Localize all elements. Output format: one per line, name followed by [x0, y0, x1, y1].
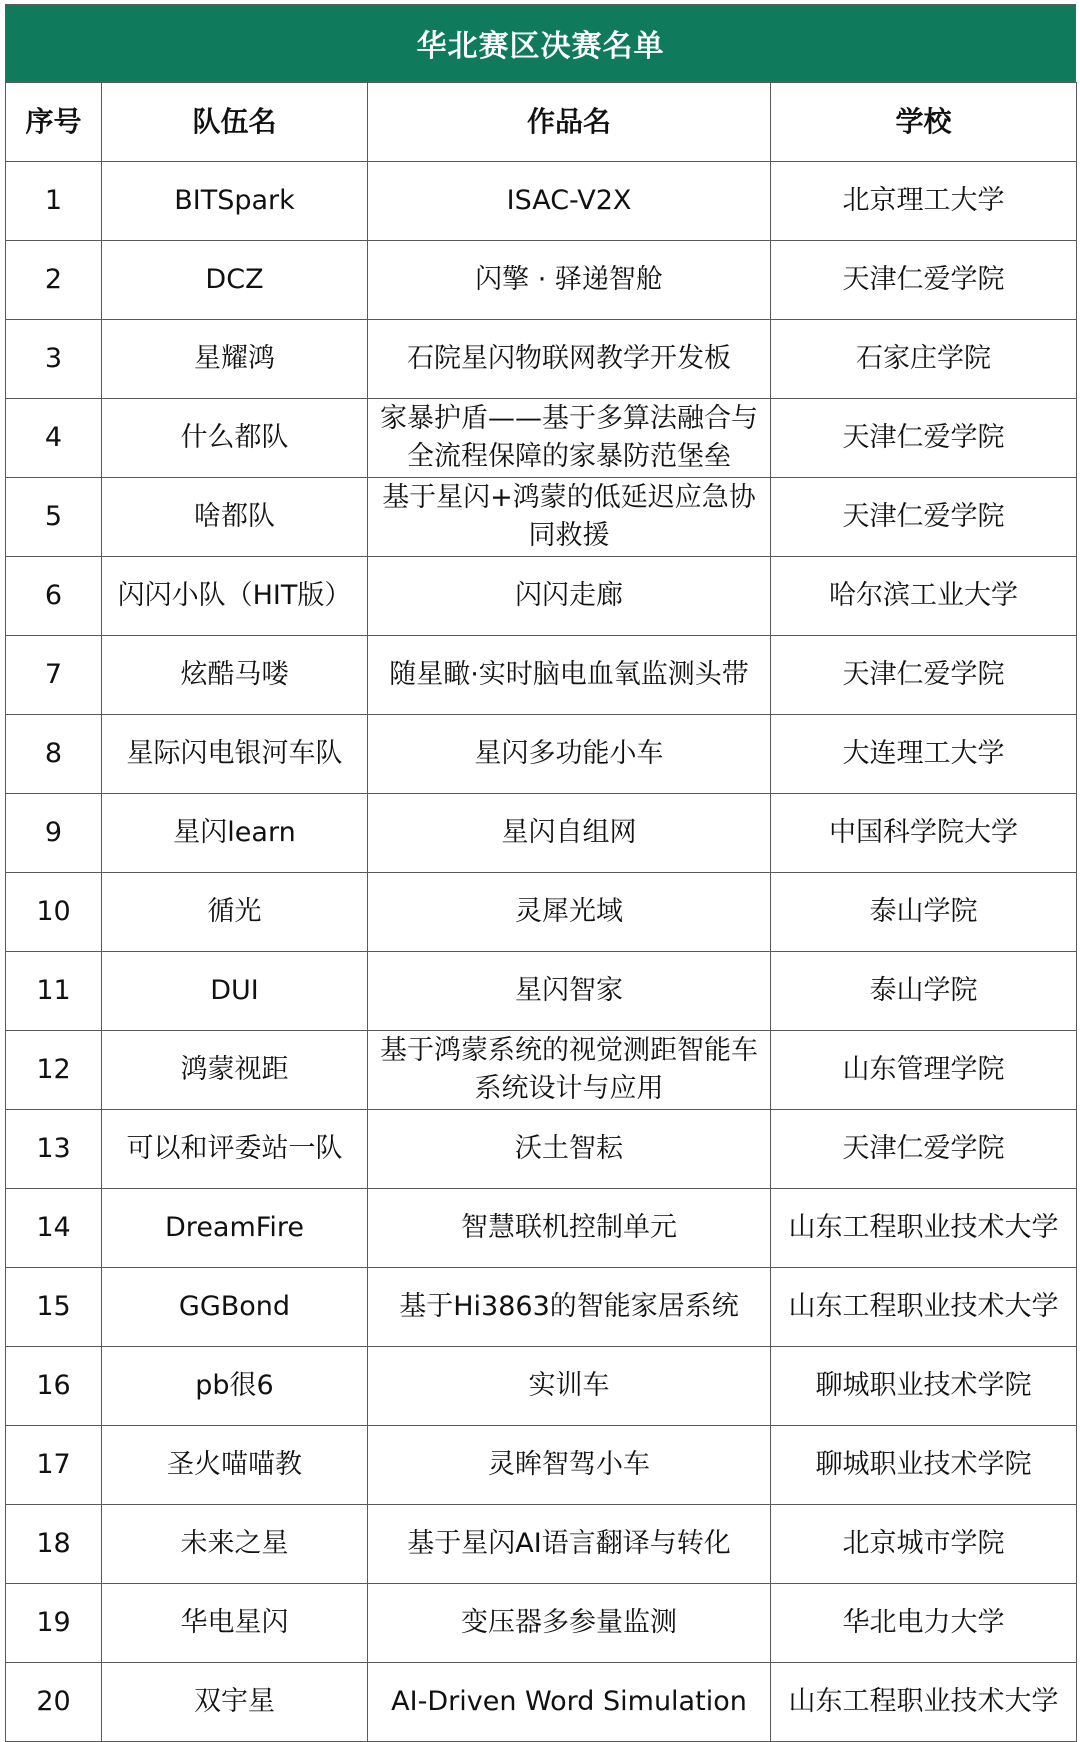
table-row	[6, 320, 1077, 399]
work-name-cell-text: 石院星闪物联网教学开发板	[407, 343, 731, 374]
school-cell-text: 天津仁爱学院	[842, 422, 1005, 453]
row-index-cell	[6, 794, 102, 873]
work-name-cell-text: AI-Driven Word Simulation	[391, 1686, 747, 1717]
row-index-cell-text: 1	[44, 185, 63, 216]
school-cell	[771, 1189, 1077, 1268]
row-index-cell	[6, 952, 102, 1031]
work-name-cell-text: 基于星闪AI语言翻译与转化	[407, 1528, 731, 1559]
school-cell-text: 北京城市学院	[842, 1528, 1005, 1559]
table-row	[6, 715, 1077, 794]
team-name-cell	[102, 399, 368, 478]
table-row	[6, 1189, 1077, 1268]
row-index-cell-text: 18	[36, 1528, 71, 1559]
school-cell	[771, 162, 1077, 241]
work-name-cell-text: 闪闪走廊	[515, 580, 623, 611]
team-name-cell	[102, 1110, 368, 1189]
sheet-title: 华北赛区决赛名单	[5, 4, 1076, 82]
table-row	[6, 1426, 1077, 1505]
row-index-cell-text: 9	[44, 817, 63, 848]
row-index-cell-text: 12	[36, 1054, 71, 1085]
column-header-school: 学校	[771, 83, 1077, 162]
team-name-cell	[102, 1189, 368, 1268]
team-name-cell	[102, 320, 368, 399]
work-name-cell-text: 基于星闪+鸿蒙的低延迟应急协同救援	[382, 482, 756, 551]
school-cell-text: 山东工程职业技术大学	[788, 1291, 1059, 1322]
school-cell-text: 天津仁爱学院	[842, 659, 1005, 690]
row-index-cell-text: 19	[36, 1607, 71, 1638]
school-cell-text: 泰山学院	[869, 975, 978, 1006]
row-index-cell	[6, 320, 102, 399]
row-index-cell-text: 11	[36, 975, 71, 1006]
team-name-cell	[102, 1584, 368, 1663]
school-cell-text: 华北电力大学	[842, 1607, 1005, 1638]
work-name-cell-text: 基于Hi3863的智能家居系统	[399, 1291, 739, 1322]
work-name-cell-text: 实训车	[528, 1370, 610, 1401]
work-name-cell-text: 智慧联机控制单元	[461, 1212, 677, 1243]
team-name-cell-text: 循光	[207, 896, 262, 927]
school-cell	[771, 715, 1077, 794]
row-index-cell-text: 5	[44, 501, 63, 532]
work-name-cell	[368, 1584, 771, 1663]
school-cell	[771, 478, 1077, 557]
school-cell-text: 山东管理学院	[842, 1054, 1005, 1085]
row-index-cell-text: 2	[44, 264, 63, 295]
work-name-cell-text: ISAC-V2X	[506, 185, 632, 216]
row-index-cell	[6, 478, 102, 557]
row-index-cell	[6, 1031, 102, 1110]
work-name-cell-text: 星闪智家	[515, 975, 623, 1006]
work-name-cell	[368, 1663, 771, 1742]
team-name-cell	[102, 1268, 368, 1347]
school-cell	[771, 1584, 1077, 1663]
table-row	[6, 241, 1077, 320]
team-name-cell-text: pb很6	[195, 1370, 274, 1401]
team-name-cell-text: BITSpark	[174, 185, 295, 216]
team-name-cell-text: DCZ	[205, 264, 264, 295]
school-cell-text: 石家庄学院	[856, 343, 991, 374]
school-cell	[771, 1110, 1077, 1189]
team-name-cell	[102, 1426, 368, 1505]
table-row	[6, 1110, 1077, 1189]
team-name-cell	[102, 1031, 368, 1110]
team-name-cell-text: 圣火喵喵教	[167, 1449, 302, 1480]
row-index-cell	[6, 1347, 102, 1426]
work-name-cell	[368, 794, 771, 873]
finalist-table	[5, 82, 1077, 1742]
table-row	[6, 636, 1077, 715]
row-index-cell-text: 7	[44, 659, 63, 690]
work-name-cell	[368, 399, 771, 478]
table-row	[6, 478, 1077, 557]
school-cell	[771, 794, 1077, 873]
school-cell	[771, 320, 1077, 399]
table-row	[6, 873, 1077, 952]
team-name-cell	[102, 557, 368, 636]
row-index-cell-text: 3	[44, 343, 63, 374]
team-name-cell-text: 可以和评委站一队	[126, 1133, 343, 1164]
row-index-cell-text: 10	[36, 896, 71, 927]
table-row	[6, 399, 1077, 478]
work-name-cell	[368, 320, 771, 399]
work-name-cell-text: 变压器多参量监测	[461, 1607, 677, 1638]
school-cell-text: 天津仁爱学院	[842, 1133, 1005, 1164]
team-name-cell-text: 华电星闪	[180, 1607, 289, 1638]
table-row	[6, 794, 1077, 873]
work-name-cell-text: 星闪多功能小车	[474, 738, 664, 769]
team-name-cell	[102, 1505, 368, 1584]
table-row	[6, 1031, 1077, 1110]
table-row	[6, 1347, 1077, 1426]
work-name-cell-text: 基于鸿蒙系统的视觉测距智能车系统设计与应用	[380, 1035, 758, 1104]
school-cell-text: 天津仁爱学院	[842, 264, 1005, 295]
school-cell	[771, 1031, 1077, 1110]
row-index-cell-text: 20	[36, 1686, 71, 1717]
finalist-sheet	[5, 4, 1076, 1742]
school-cell-text: 聊城职业技术学院	[815, 1449, 1032, 1480]
team-name-cell-text: 星闪learn	[173, 817, 296, 848]
school-cell-text: 天津仁爱学院	[842, 501, 1005, 532]
team-name-cell-text: DreamFire	[165, 1212, 304, 1243]
row-index-cell	[6, 399, 102, 478]
school-cell-text: 中国科学院大学	[829, 817, 1018, 848]
table-row	[6, 1505, 1077, 1584]
team-name-cell-text: 什么都队	[180, 422, 289, 453]
team-name-cell	[102, 715, 368, 794]
school-cell	[771, 873, 1077, 952]
school-cell-text: 山东工程职业技术大学	[788, 1212, 1059, 1243]
team-name-cell-text: 鸿蒙视距	[180, 1054, 289, 1085]
school-cell	[771, 241, 1077, 320]
school-cell	[771, 1505, 1077, 1584]
work-name-cell-text: 星闪自组网	[501, 817, 637, 848]
school-cell-text: 聊城职业技术学院	[815, 1370, 1032, 1401]
header-row	[6, 83, 1077, 162]
row-index-cell	[6, 873, 102, 952]
school-cell	[771, 557, 1077, 636]
team-name-cell-text: 炫酷马喽	[180, 659, 289, 690]
row-index-cell-text: 15	[36, 1291, 71, 1322]
school-cell	[771, 1663, 1077, 1742]
team-name-cell	[102, 478, 368, 557]
work-name-cell	[368, 952, 771, 1031]
work-name-cell	[368, 478, 771, 557]
work-name-cell-text: 灵眸智驾小车	[488, 1449, 650, 1480]
row-index-cell	[6, 1268, 102, 1347]
row-index-cell	[6, 1110, 102, 1189]
team-name-cell-text: 双宇星	[194, 1686, 275, 1717]
table-row	[6, 952, 1077, 1031]
table-row	[6, 557, 1077, 636]
work-name-cell	[368, 1189, 771, 1268]
row-index-cell	[6, 557, 102, 636]
school-cell	[771, 636, 1077, 715]
column-header-index: 序号	[6, 83, 102, 162]
team-name-cell	[102, 241, 368, 320]
work-name-cell	[368, 1347, 771, 1426]
work-name-cell	[368, 557, 771, 636]
team-name-cell	[102, 794, 368, 873]
work-name-cell-text: 闪擎 · 驿递智舱	[475, 264, 663, 295]
team-name-cell	[102, 1663, 368, 1742]
team-name-cell-text: 星耀鸿	[194, 343, 275, 374]
table-body	[6, 162, 1077, 1742]
work-name-cell	[368, 1110, 771, 1189]
work-name-cell	[368, 715, 771, 794]
school-cell-text: 哈尔滨工业大学	[829, 580, 1018, 611]
row-index-cell-text: 13	[36, 1133, 71, 1164]
work-name-cell-text: 灵犀光域	[515, 896, 623, 927]
work-name-cell	[368, 241, 771, 320]
school-cell-text: 大连理工大学	[842, 738, 1005, 769]
work-name-cell	[368, 162, 771, 241]
team-name-cell-text: 啥都队	[194, 501, 275, 532]
table-row	[6, 1663, 1077, 1742]
team-name-cell	[102, 1347, 368, 1426]
work-name-cell-text: 沃土智耘	[515, 1133, 623, 1164]
work-name-cell	[368, 1268, 771, 1347]
school-cell-text: 山东工程职业技术大学	[788, 1686, 1059, 1717]
row-index-cell-text: 8	[44, 738, 63, 769]
row-index-cell	[6, 162, 102, 241]
row-index-cell	[6, 1505, 102, 1584]
team-name-cell-text: 未来之星	[180, 1528, 289, 1559]
team-name-cell-text: GGBond	[178, 1291, 291, 1322]
work-name-cell	[368, 1426, 771, 1505]
team-name-cell	[102, 873, 368, 952]
work-name-cell	[368, 1505, 771, 1584]
table-row	[6, 1268, 1077, 1347]
row-index-cell-text: 14	[36, 1212, 71, 1243]
row-index-cell	[6, 241, 102, 320]
school-cell	[771, 1426, 1077, 1505]
column-header-work: 作品名	[368, 83, 771, 162]
row-index-cell	[6, 715, 102, 794]
work-name-cell	[368, 636, 771, 715]
row-index-cell	[6, 1663, 102, 1742]
table-row	[6, 162, 1077, 241]
row-index-cell-text: 4	[44, 422, 63, 453]
column-header-team: 队伍名	[102, 83, 368, 162]
row-index-cell-text: 17	[36, 1449, 71, 1480]
row-index-cell	[6, 1584, 102, 1663]
team-name-cell	[102, 636, 368, 715]
row-index-cell	[6, 636, 102, 715]
work-name-cell	[368, 1031, 771, 1110]
row-index-cell-text: 6	[44, 580, 63, 611]
school-cell	[771, 399, 1077, 478]
team-name-cell	[102, 952, 368, 1031]
row-index-cell	[6, 1426, 102, 1505]
team-name-cell-text: DUI	[210, 975, 259, 1006]
work-name-cell	[368, 873, 771, 952]
work-name-cell-text: 随星瞰·实时脑电血氧监测头带	[389, 659, 749, 690]
school-cell	[771, 952, 1077, 1031]
school-cell-text: 北京理工大学	[842, 185, 1005, 216]
table-row	[6, 1584, 1077, 1663]
row-index-cell-text: 16	[36, 1370, 71, 1401]
team-name-cell-text: 闪闪小队（HIT版）	[117, 580, 352, 611]
school-cell	[771, 1347, 1077, 1426]
school-cell	[771, 1268, 1077, 1347]
work-name-cell-text: 家暴护盾——基于多算法融合与全流程保障的家暴防范堡垒	[380, 403, 758, 472]
row-index-cell	[6, 1189, 102, 1268]
team-name-cell-text: 星际闪电银河车队	[126, 738, 343, 769]
school-cell-text: 泰山学院	[869, 896, 978, 927]
team-name-cell	[102, 162, 368, 241]
